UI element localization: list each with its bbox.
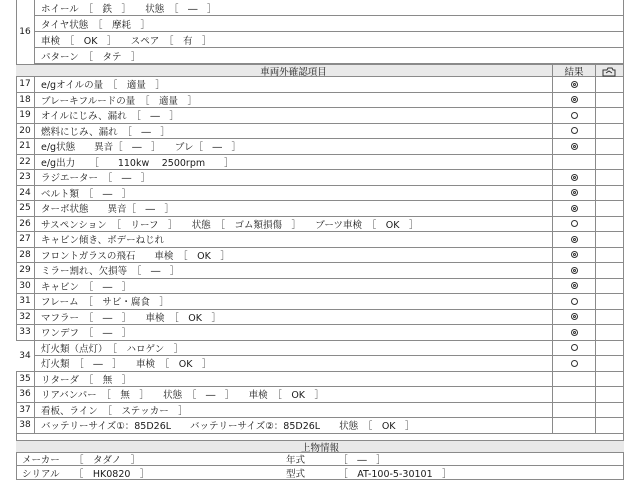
result-cell	[552, 155, 596, 170]
row-text: ホイール ［ 鉄 ］ 状態 ［ ― ］	[41, 3, 217, 15]
result-cell	[552, 170, 596, 185]
result-cell	[552, 108, 596, 123]
result-cell	[552, 263, 596, 278]
item-number: 34	[16, 341, 35, 372]
circle-mark	[571, 360, 578, 367]
result-cell	[552, 403, 596, 418]
result-cell	[552, 139, 596, 154]
item-number: 28	[16, 248, 35, 263]
item-number: 37	[16, 403, 35, 418]
result-cell	[552, 372, 596, 387]
item-text: フレーム ［ サビ・腐食 ］	[41, 297, 169, 309]
circle-mark	[571, 344, 578, 351]
result-cell	[552, 387, 596, 402]
result-cell	[552, 310, 596, 325]
item-number: 22	[16, 155, 35, 170]
result-cell	[552, 77, 596, 92]
info-right: 型式 ［ AT-100-5-30101 ］	[286, 468, 452, 480]
row-text: パターン ［ タテ ］	[41, 51, 141, 63]
item-text: サスペンション ［ リーフ ］ 状態 ［ ゴム類損傷 ］ ブーツ車検 ［ OK ］	[41, 219, 419, 231]
double-circle-mark	[571, 205, 578, 212]
inspection-row	[16, 341, 624, 357]
result-cell	[552, 201, 596, 216]
circle-mark	[571, 298, 578, 305]
item-text: マフラー ［ ― ］ 車検 ［ OK ］	[41, 312, 221, 324]
double-circle-mark	[571, 267, 578, 274]
circle-mark	[571, 127, 578, 134]
item-number: 20	[16, 124, 35, 139]
inspection-row	[16, 77, 624, 93]
result-cell	[552, 186, 596, 201]
row-text: タイヤ状態 ［ 摩耗 ］	[41, 19, 151, 31]
top-row	[35, 32, 624, 48]
item-text: ミラー割れ、欠損等 ［ ― ］	[41, 266, 180, 278]
inspection-row	[16, 294, 624, 310]
double-circle-mark	[571, 189, 578, 196]
double-circle-mark	[571, 174, 578, 181]
inspection-row	[16, 248, 624, 264]
inspection-sheet	[16, 0, 624, 480]
section-title: 車両外確認項目	[260, 66, 327, 78]
item-text: 灯火類 ［ ― ］ 車検 ［ OK ］	[41, 359, 212, 371]
item-number: 27	[16, 232, 35, 247]
item-text: ワンデフ ［ ― ］	[41, 328, 132, 340]
item-number: 32	[16, 310, 35, 325]
result-cell	[552, 217, 596, 232]
double-circle-mark	[571, 143, 578, 150]
inspection-row	[16, 124, 624, 140]
item-number: 29	[16, 263, 35, 278]
result-cell	[552, 279, 596, 294]
double-circle-mark	[571, 329, 578, 336]
inspection-row	[16, 310, 624, 326]
item-number: 31	[16, 294, 35, 309]
circle-mark	[571, 112, 578, 119]
item-number: 33	[16, 325, 35, 340]
double-circle-mark	[571, 282, 578, 289]
item-text: ラジエーター ［ ― ］	[41, 173, 151, 185]
item-text: キャビン傾き、ボデーねじれ	[41, 235, 165, 247]
info-left: メーカー ［ タダノ ］	[22, 455, 141, 466]
top-row	[35, 48, 624, 64]
item-number: 26	[16, 217, 35, 232]
item-number: 30	[16, 279, 35, 294]
inspection-row	[16, 186, 624, 202]
section-header	[16, 64, 624, 77]
item-number: 23	[16, 170, 35, 185]
row-text: 車検 ［ OK ］ スペア ［ 有 ］	[41, 35, 212, 47]
inspection-row	[16, 93, 624, 109]
item-number: 38	[16, 418, 35, 433]
item-number: 17	[16, 77, 35, 92]
info-row	[16, 453, 624, 466]
edit-icon[interactable]	[598, 66, 620, 77]
item-number: 35	[16, 372, 35, 387]
item-text: e/gオイルの量 ［ 適量 ］	[41, 80, 165, 92]
item-text: フロントガラスの飛石 車検 ［ OK ］	[41, 250, 230, 262]
result-cell	[552, 341, 596, 356]
item-text: e/g出力 ［ 110kw 2500rpm ］	[41, 157, 234, 169]
frame-right-border	[623, 0, 624, 480]
info-left: シリアル ［ HK0820 ］	[22, 468, 150, 480]
item-text: バッテリーサイズ①：85D26L バッテリーサイズ②：85D26L 状態 ［ OK ］	[41, 421, 415, 433]
double-circle-mark	[571, 96, 578, 103]
item-number: 18	[16, 93, 35, 108]
item-text: 灯火類（点灯） ［ ハロゲン ］	[41, 343, 184, 355]
item-number: 24	[16, 186, 35, 201]
circle-mark	[571, 220, 578, 227]
item-text: ブレーキフルードの量 ［ 適量 ］	[41, 95, 197, 107]
inspection-row	[16, 139, 624, 155]
item-number: 21	[16, 139, 35, 154]
result-column-header: 結果	[552, 65, 596, 76]
inspection-row	[16, 263, 624, 279]
item-text: 看板、ライン ［ ステッカー ］	[41, 405, 188, 417]
inspection-row	[16, 201, 624, 217]
item-text: キャビン ［ ― ］	[41, 281, 132, 293]
result-cell	[552, 356, 596, 371]
double-circle-mark	[571, 313, 578, 320]
result-cell	[552, 248, 596, 263]
inspection-row	[16, 108, 624, 124]
item-text: オイルにじみ、漏れ ［ ― ］	[41, 111, 179, 123]
item-text: リアバンパー ［ 無 ］ 状態 ［ ― ］ 車検 ［ OK ］	[41, 390, 325, 402]
item-number: 19	[16, 108, 35, 123]
double-circle-mark	[571, 251, 578, 258]
result-cell	[552, 325, 596, 340]
item-number: 36	[16, 387, 35, 402]
result-cell	[552, 294, 596, 309]
inspection-row	[16, 325, 624, 341]
info-row	[16, 467, 624, 480]
inspection-row	[16, 356, 624, 372]
item-text: e/g状態 異音［ ― ］ ブレ［ ― ］	[41, 142, 241, 154]
top-row	[35, 0, 624, 16]
result-cell	[552, 418, 596, 433]
item-text: 燃料にじみ、漏れ ［ ― ］	[41, 126, 170, 138]
info-header: 上物情報	[16, 440, 624, 453]
item-number: 25	[16, 201, 35, 216]
inspection-row	[16, 418, 624, 434]
inspection-row	[16, 155, 624, 171]
double-circle-mark	[571, 236, 578, 243]
item-number: 16	[16, 0, 35, 64]
inspection-row	[16, 387, 624, 403]
item-text: ベルト類 ［ ― ］	[41, 188, 132, 200]
double-circle-mark	[571, 81, 578, 88]
top-row	[35, 16, 624, 32]
result-cell	[552, 232, 596, 247]
item-text: リターダ ［ 無 ］	[41, 374, 132, 386]
inspection-row	[16, 232, 624, 248]
info-right: 年式 ［ ― ］	[286, 455, 386, 466]
inspection-row	[16, 217, 624, 233]
inspection-row	[16, 279, 624, 295]
result-cell	[552, 93, 596, 108]
result-cell	[552, 124, 596, 139]
item-text: ターボ状態 異音［ ― ］	[41, 204, 175, 216]
inspection-row	[16, 372, 624, 388]
inspection-row	[16, 403, 624, 419]
inspection-row	[16, 170, 624, 186]
